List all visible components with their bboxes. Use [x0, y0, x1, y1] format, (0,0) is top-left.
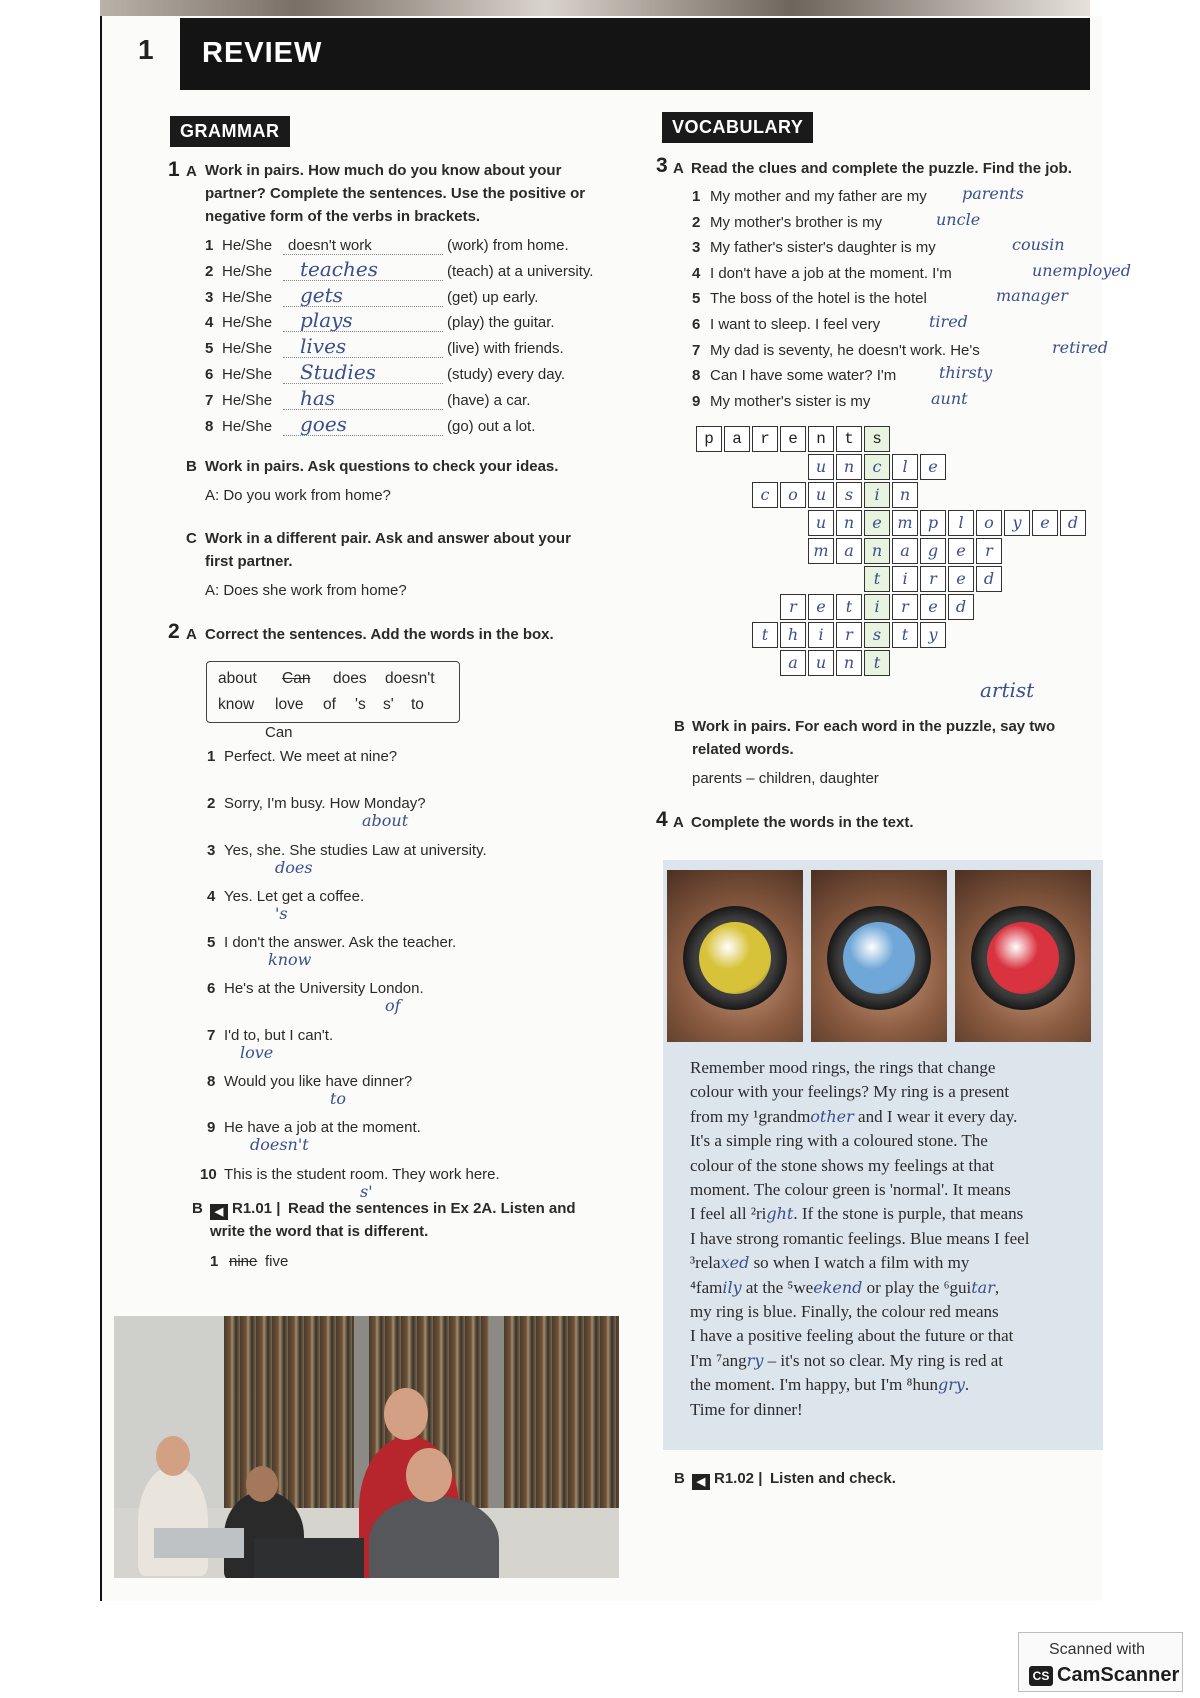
exercise-1b-instruction: Work in pairs. Ask questions to check your ideas. — [205, 458, 559, 475]
exercise-4a-instruction: Complete the words in the text. — [691, 814, 914, 831]
item-answer: lives — [300, 334, 347, 359]
reading-segment: I'm ⁷ang — [690, 1350, 747, 1370]
puzzle-cell[interactable]: t — [836, 594, 862, 620]
puzzle-cell[interactable]: t — [836, 426, 862, 452]
reading-line — [690, 1276, 1095, 1300]
item-verb: (have) a car. — [447, 391, 531, 409]
clue-text: My dad is seventy, he doesn't work. He's — [710, 341, 980, 359]
word-box-word: doesn't — [385, 670, 435, 687]
reading-line — [690, 1178, 1095, 1202]
mood-ring-photo-red — [955, 870, 1091, 1042]
item-answer: goes — [300, 411, 347, 436]
puzzle-cell[interactable]: h — [780, 622, 806, 648]
puzzle-cell[interactable]: p — [920, 510, 946, 536]
item-number: 6 — [205, 366, 214, 383]
item-sentence: I don't the answer. Ask the teacher. — [224, 934, 457, 951]
reading-line — [690, 1105, 1095, 1129]
student-woman-head — [156, 1436, 190, 1476]
item-verb: (play) the guitar. — [447, 314, 555, 332]
reading-segment: colour with your feelings? My ring is a present — [690, 1082, 1010, 1102]
ring-stone — [843, 922, 915, 994]
ring-stone — [699, 922, 771, 994]
puzzle-cell[interactable]: s — [864, 622, 890, 648]
puzzle-cell[interactable]: a — [892, 538, 918, 564]
reading-line — [690, 1056, 1095, 1080]
puzzle-cell[interactable]: n — [836, 510, 862, 536]
puzzle-cell[interactable]: t — [864, 566, 890, 592]
clue-answer: aunt — [931, 388, 968, 408]
item-verb: (live) with friends. — [447, 340, 564, 358]
exercise-4-number: 4 — [656, 808, 668, 831]
puzzle-cell[interactable]: y — [920, 622, 946, 648]
word-box-word-crossed: Can — [282, 670, 311, 687]
gap-answer[interactable]: ily — [722, 1277, 742, 1297]
exercise-2a-instruction: Correct the sentences. Add the words in the box. — [205, 626, 554, 643]
puzzle-cell[interactable]: e — [948, 566, 974, 592]
item-answer: plays — [300, 308, 353, 333]
reading-segment: my ring is blue. Finally, the colour red means — [690, 1302, 999, 1322]
reading-segment: moment. The colour green is 'normal'. It means — [690, 1180, 1011, 1200]
reading-segment: Time for dinner! — [690, 1399, 803, 1419]
reading-line — [690, 1324, 1095, 1348]
answer-line — [283, 254, 443, 255]
reading-segment: from my ¹grandm — [690, 1106, 811, 1126]
item-number: 10 — [200, 1166, 217, 1183]
puzzle-cell[interactable]: g — [920, 538, 946, 564]
item-stem: He/She — [222, 262, 273, 280]
item-number: 5 — [205, 340, 214, 358]
clue-answer: retired — [1052, 337, 1109, 357]
gap-answer[interactable]: xed — [720, 1253, 750, 1273]
exercise-2b-letter: B — [192, 1200, 203, 1217]
puzzle-cell[interactable]: y — [1004, 510, 1030, 536]
clue-text: The boss of the hotel is the hotel — [710, 290, 927, 308]
puzzle-cell[interactable]: t — [752, 622, 778, 648]
item-number: 8 — [207, 1073, 216, 1090]
exercise-2b-example-number: 1 — [210, 1253, 219, 1270]
puzzle-cell[interactable]: n — [892, 482, 918, 508]
reading-segment: colour of the stone shows my feelings at that — [690, 1155, 995, 1175]
word-box-word: 's — [355, 696, 366, 713]
exercise-2b-instruction-line1: Read the sentences in Ex 2A. Listen and — [288, 1200, 576, 1217]
item-number: 7 — [207, 1027, 216, 1044]
exercise-4b-track[interactable]: ◀ R1.02 | — [692, 1470, 762, 1490]
item-sentence: Yes. Let get a coffee. — [224, 888, 365, 905]
reading-segment: It's a simple ring with a coloured stone. The — [690, 1131, 988, 1151]
exercise-2b-instruction-line2: write the word that is different. — [210, 1223, 429, 1240]
clue-answer: unemployed — [1032, 260, 1131, 280]
handwritten-correction: of — [385, 996, 401, 1015]
reading-segment: the moment. I'm happy, but I'm ⁸hun — [690, 1375, 938, 1395]
item-answer: has — [300, 385, 336, 410]
puzzle-cell[interactable]: a — [724, 426, 750, 452]
item-answer: gets — [300, 282, 343, 307]
word-box — [206, 661, 460, 723]
page-title: REVIEW — [202, 37, 323, 69]
item-number: 3 — [205, 288, 214, 306]
exercise-1-number: 1 — [168, 158, 180, 181]
reading-segment: I feel all ²ri — [690, 1204, 767, 1224]
puzzle-cell[interactable]: r — [892, 594, 918, 620]
exercise-2b-track[interactable]: ◀ R1.01 | — [210, 1200, 280, 1220]
reading-line — [690, 1154, 1095, 1178]
clue-number: 9 — [692, 392, 701, 410]
puzzle-cell[interactable]: u — [808, 454, 834, 480]
reading-segment: . — [964, 1375, 970, 1395]
exercise-2b-example-crossed: nine — [229, 1253, 258, 1270]
handwritten-correction: s' — [360, 1182, 373, 1201]
gap-answer[interactable]: ekend — [813, 1277, 863, 1297]
watermark-brand: CamScanner — [1057, 1664, 1180, 1686]
word-box-word: about — [218, 670, 257, 687]
word-box-word: s' — [383, 696, 394, 713]
mood-ring-photo-blue — [811, 870, 947, 1042]
clue-number: 4 — [692, 264, 701, 282]
unit-number: 1 — [138, 34, 154, 65]
exercise-4b-instruction: Listen and check. — [770, 1470, 896, 1487]
exercise-1a-instruction-line2: partner? Complete the sentences. Use the positive or — [205, 185, 586, 202]
exercise-3a-letter: A — [673, 160, 684, 177]
exercise-4b-letter: B — [674, 1470, 685, 1487]
item-sentence: Perfect. We meet at nine? — [224, 748, 398, 765]
puzzle-cell[interactable]: p — [696, 426, 722, 452]
gap-answer[interactable]: gry — [937, 1375, 965, 1395]
reading-segment: at the ⁵we — [741, 1277, 814, 1297]
item-answer: teaches — [300, 256, 378, 281]
handwritten-correction: about — [362, 811, 409, 830]
clue-answer: thirsty — [939, 363, 993, 383]
item-stem: He/She — [222, 417, 273, 435]
audio-speaker-icon[interactable]: ◀ — [692, 1474, 710, 1490]
puzzle-cell[interactable]: d — [1060, 510, 1086, 536]
mood-ring-photo-yellow — [667, 870, 803, 1042]
clue-text: I don't have a job at the moment. I'm — [710, 264, 952, 282]
item-number: 4 — [205, 314, 214, 332]
word-box-word: love — [275, 696, 304, 713]
reading-segment: or play the ⁶gui — [862, 1277, 972, 1297]
exercise-1c-instruction-line2: first partner. — [205, 553, 293, 570]
item-number: 5 — [207, 934, 216, 951]
item-number: 6 — [207, 980, 216, 997]
puzzle-cell[interactable]: n — [808, 426, 834, 452]
puzzle-cell[interactable]: c — [752, 482, 778, 508]
clue-text: My mother and my father are my — [710, 188, 927, 205]
reading-segment: . If the stone is purple, that means — [793, 1204, 1024, 1224]
vocabulary-section-tag: VOCABULARY — [662, 112, 813, 143]
item-stem: He/She — [222, 391, 273, 409]
item-number: 3 — [207, 842, 216, 859]
puzzle-cell[interactable]: n — [864, 538, 890, 564]
exercise-2-number: 2 — [168, 620, 180, 643]
puzzle-cell[interactable]: e — [920, 594, 946, 620]
reading-text — [690, 1056, 1095, 1422]
item-number: 2 — [207, 795, 216, 812]
exercise-1c-letter: C — [186, 530, 197, 547]
gap-answer[interactable]: ght — [766, 1204, 794, 1224]
reading-segment: , — [994, 1277, 1000, 1297]
puzzle-cell[interactable]: n — [836, 650, 862, 676]
item-sentence: This is the student room. They work here. — [224, 1166, 500, 1183]
puzzle-cell[interactable]: n — [836, 454, 862, 480]
exercise-4a-letter: A — [673, 814, 684, 831]
exercise-1c-example: A: Does she work from home? — [205, 582, 407, 599]
item-answer: doesn't work — [288, 237, 372, 254]
puzzle-cell[interactable]: e — [1032, 510, 1058, 536]
item-stem: He/She — [222, 314, 273, 332]
student-man — [369, 1496, 499, 1578]
item-stem: He/She — [222, 340, 273, 358]
puzzle-cell[interactable]: u — [808, 650, 834, 676]
reading-line — [690, 1080, 1095, 1104]
handwritten-correction: love — [240, 1043, 274, 1062]
gap-answer[interactable]: tar — [971, 1277, 995, 1297]
item-verb: (study) every day. — [447, 366, 566, 383]
puzzle-cell[interactable]: d — [976, 566, 1002, 592]
puzzle-cell[interactable]: m — [892, 510, 918, 536]
handwritten-correction: does — [275, 858, 313, 877]
reading-segment: so when I watch a film with my — [749, 1253, 970, 1273]
laptop — [154, 1528, 244, 1558]
handwritten-correction: 's — [275, 904, 288, 923]
item-verb: (get) up early. — [447, 288, 539, 306]
puzzle-cell[interactable]: r — [920, 566, 946, 592]
puzzle-cell[interactable]: e — [808, 594, 834, 620]
item-stem: He/She — [222, 366, 273, 383]
exercise-1a-instruction-line1: Work in pairs. How much do you know about your — [205, 162, 562, 179]
item-number: 4 — [207, 888, 216, 905]
library-photo — [114, 1316, 619, 1578]
ring-stone — [987, 922, 1059, 994]
item-sentence: I'd to, but I can't. — [224, 1027, 334, 1044]
item-number: 1 — [205, 237, 214, 254]
puzzle-cell[interactable]: i — [864, 482, 890, 508]
item-answer: Studies — [300, 360, 376, 384]
puzzle-cell[interactable]: d — [948, 594, 974, 620]
puzzle-cell[interactable]: o — [976, 510, 1002, 536]
puzzle-cell[interactable]: a — [836, 538, 862, 564]
item-number: 1 — [207, 748, 216, 765]
item-sentence: Yes, she. She studies Law at university. — [224, 842, 487, 859]
exercise-1b-example: A: Do you work from home? — [205, 487, 391, 504]
exercise-3b-instruction-line2: related words. — [692, 741, 794, 758]
clue-answer: cousin — [1012, 235, 1065, 255]
puzzle-cell[interactable]: e — [920, 454, 946, 480]
student-man-head — [406, 1448, 452, 1502]
puzzle-cell[interactable]: i — [808, 622, 834, 648]
reading-segment: and I wear it every day. — [853, 1106, 1018, 1126]
puzzle-cell[interactable]: c — [864, 454, 890, 480]
item-verb: (go) out a lot. — [447, 417, 536, 435]
handwritten-correction: know — [268, 950, 312, 969]
reading-line — [690, 1300, 1095, 1324]
clue-number: 7 — [692, 341, 701, 359]
puzzle-cell[interactable]: r — [752, 426, 778, 452]
item-verb: (work) from home. — [447, 237, 569, 254]
exercise-3a-instruction: Read the clues and complete the puzzle. Find the job. — [691, 160, 1072, 177]
clue-answer: tired — [929, 312, 968, 331]
audio-speaker-icon[interactable]: ◀ — [210, 1204, 228, 1220]
reading-line — [690, 1129, 1095, 1153]
handwritten-correction: to — [330, 1089, 347, 1108]
puzzle-cell[interactable]: l — [948, 510, 974, 536]
puzzle-cell[interactable]: s — [836, 482, 862, 508]
item-sentence: Would you like have dinner? — [224, 1073, 413, 1090]
puzzle-cell[interactable]: i — [892, 566, 918, 592]
puzzle-cell[interactable]: m — [808, 538, 834, 564]
exercise-3-number: 3 — [656, 154, 668, 177]
clue-answer: parents — [962, 184, 1024, 203]
puzzle-cell[interactable]: u — [808, 510, 834, 536]
clue-number: 6 — [692, 316, 701, 333]
word-box-word: know — [218, 696, 255, 713]
exercise-1a-letter: A — [186, 163, 197, 180]
clue-text: My mother's brother is my — [710, 213, 883, 231]
item-sentence: He's at the University London. — [224, 980, 424, 997]
exercise-3b-letter: B — [674, 718, 685, 735]
word-box-word: does — [333, 670, 367, 687]
item-number: 2 — [205, 262, 214, 280]
item-number: 9 — [207, 1119, 216, 1136]
puzzle-cell[interactable]: r — [976, 538, 1002, 564]
reading-line — [690, 1398, 1095, 1422]
gap-answer[interactable]: other — [810, 1106, 854, 1126]
puzzle-cell[interactable]: t — [864, 650, 890, 676]
clue-text: I want to sleep. I feel very — [710, 316, 881, 333]
item-stem: He/She — [222, 288, 273, 306]
item-stem: He/She — [222, 237, 273, 254]
student-dark-head — [246, 1466, 278, 1502]
reading-segment: I have strong romantic feelings. Blue means I feel — [690, 1228, 1030, 1248]
puzzle-cell[interactable]: a — [780, 650, 806, 676]
exercise-3b-example: parents – children, daughter — [692, 770, 879, 787]
reading-line — [690, 1202, 1095, 1226]
puzzle-cell[interactable]: e — [780, 426, 806, 452]
exercise-2a-letter: A — [186, 626, 197, 643]
clue-number: 2 — [692, 213, 701, 231]
clue-number: 3 — [692, 239, 701, 257]
reading-segment: Remember mood rings, the rings that change — [690, 1058, 996, 1077]
puzzle-cell[interactable]: e — [948, 538, 974, 564]
exercise-1a-instruction-line3: negative form of the verbs in brackets. — [205, 208, 481, 225]
puzzle-cell[interactable]: o — [780, 482, 806, 508]
student-woman — [138, 1466, 208, 1576]
item-number: 8 — [205, 417, 214, 435]
clue-text: My mother's sister is my — [710, 392, 871, 410]
reading-line — [690, 1373, 1095, 1397]
puzzle-cell[interactable]: l — [892, 454, 918, 480]
puzzle-cell[interactable]: e — [864, 510, 890, 536]
clue-answer: manager — [996, 286, 1068, 306]
exercise-3b-instruction-line1: Work in pairs. For each word in the puzzle, say two — [692, 718, 1056, 735]
puzzle-cell[interactable]: s — [864, 426, 890, 452]
item-verb: (teach) at a university. — [447, 262, 594, 280]
handwritten-correction: Can — [265, 724, 293, 741]
puzzle-cell[interactable]: r — [836, 622, 862, 648]
reading-line — [690, 1251, 1095, 1275]
clue-number: 8 — [692, 367, 701, 385]
reading-segment: ³rela — [690, 1253, 721, 1273]
hidden-job-answer: artist — [980, 678, 1035, 702]
word-box-word: of — [323, 696, 336, 713]
puzzle-cell[interactable]: i — [864, 594, 890, 620]
reading-segment: – it's not so clear. My ring is red at — [763, 1350, 1003, 1370]
reading-segment: ⁴fam — [690, 1277, 723, 1297]
clue-answer: uncle — [936, 209, 981, 229]
clue-number: 5 — [692, 290, 701, 308]
grammar-section-tag: GRAMMAR — [170, 116, 290, 147]
reading-line — [690, 1349, 1095, 1373]
exercise-1c-instruction-line1: Work in a different pair. Ask and answer about your — [205, 530, 571, 547]
item-sentence: He have a job at the moment. — [224, 1119, 421, 1136]
camscanner-watermark — [1018, 1632, 1183, 1692]
item-sentence: Sorry, I'm busy. How Monday? — [224, 795, 426, 812]
puzzle-cell[interactable]: r — [780, 594, 806, 620]
reading-line — [690, 1227, 1095, 1251]
word-box-word: to — [411, 696, 424, 713]
exercise-2b-example-word: five — [265, 1253, 289, 1270]
laptop — [254, 1538, 364, 1578]
puzzle-cell[interactable]: u — [808, 482, 834, 508]
teacher-woman-head — [384, 1388, 428, 1440]
handwritten-correction: doesn't — [250, 1135, 309, 1154]
exercise-1b-letter: B — [186, 458, 197, 475]
camscanner-logo-icon: CS — [1029, 1666, 1053, 1686]
gap-answer[interactable]: ry — [746, 1350, 764, 1370]
puzzle-cell[interactable]: t — [892, 622, 918, 648]
clue-text: My father's sister's daughter is my — [710, 239, 936, 257]
reading-segment: I have a positive feeling about the future or that — [690, 1326, 1014, 1346]
clue-text: Can I have some water? I'm — [710, 367, 897, 385]
item-number: 7 — [205, 391, 214, 409]
clue-number: 1 — [692, 188, 701, 205]
watermark-text: Scanned with — [1049, 1641, 1146, 1658]
